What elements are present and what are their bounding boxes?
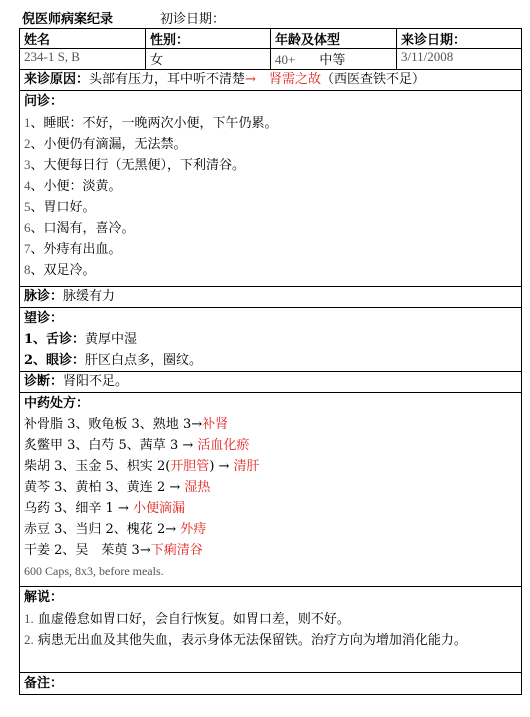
reason-row — [20, 70, 522, 91]
effect-arrow: → — [165, 480, 185, 495]
explain-label: 解说： — [24, 590, 64, 605]
remarks-cell — [20, 673, 522, 695]
tongue-line — [24, 329, 517, 350]
explain-item-number: 2. — [24, 632, 34, 647]
pulse-text: 脉缓有力 — [63, 289, 116, 304]
tongue-text: 黄厚中湿 — [85, 332, 138, 347]
pulse-cell — [20, 287, 522, 308]
remarks-row — [20, 673, 522, 695]
herb-list: 黄芩 3、黄柏 3、黄连 2 — [24, 480, 166, 495]
prescription-item — [24, 414, 517, 435]
inquiry-item — [24, 238, 517, 259]
herb-list: 乌药 3、细辛 1 — [24, 501, 114, 516]
reason-note: （西医查铁不足） — [320, 72, 425, 87]
sex-label: 性别： — [146, 29, 271, 49]
pulse-row — [20, 287, 522, 308]
effect-arrow: → — [191, 417, 203, 432]
herb-effect: 活血化瘀 — [197, 438, 250, 453]
dosage-text: 600 Caps, 8x3, before meals. — [24, 564, 164, 578]
pulse-label: 脉诊： — [24, 289, 64, 304]
name-label: 姓名 — [20, 29, 146, 49]
explain-item — [24, 608, 517, 629]
inquiry-item — [24, 112, 517, 133]
inquiry-item-text: 、胃口好。 — [30, 200, 96, 215]
medical-record-form — [19, 4, 521, 695]
inquiry-row — [20, 91, 522, 287]
inquiry-item-number: 1 — [24, 115, 31, 130]
inquiry-item-text: 、小便仍有滴漏，无法禁。 — [30, 137, 187, 152]
reason-text: 头部有压力，耳中听不清楚 — [89, 72, 246, 87]
herb-effect: 清肝 — [233, 459, 260, 474]
effect-arrow: → — [113, 501, 133, 516]
herb-list: 炙鳖甲 3、白芍 5、茜草 3 — [24, 438, 179, 453]
patient-name: 234-1 S, B — [20, 49, 146, 70]
patient-build: 中等 — [319, 53, 346, 68]
herb-effect: 湿热 — [184, 480, 211, 495]
prescription-cell — [20, 393, 522, 587]
age-build-label: 年龄及体型 — [271, 29, 397, 49]
inquiry-item-number: 7 — [24, 241, 31, 256]
info-header-row — [20, 29, 522, 49]
inquiry-label: 问诊： — [24, 94, 64, 109]
visit-date-label: 来诊日期： — [397, 29, 522, 49]
prescription-item — [24, 519, 517, 540]
record-table — [19, 28, 522, 695]
inquiry-item-text: 、睡眠：不好，一晚两次小便，下午仍累。 — [30, 116, 278, 131]
prescription-item — [24, 456, 517, 477]
explain-list — [24, 608, 517, 650]
observe-row — [20, 308, 522, 372]
herb-effect: 下痢清谷 — [150, 543, 203, 558]
tongue-label: 1、舌诊： — [24, 332, 86, 347]
inquiry-item-number: 3 — [24, 157, 31, 172]
inquiry-item — [24, 217, 517, 238]
effect-arrow: → — [165, 522, 181, 537]
prescription-item — [24, 435, 517, 456]
prescription-list — [24, 414, 517, 561]
inquiry-item-number: 6 — [24, 220, 31, 235]
reason-cell — [20, 70, 522, 91]
prescription-label: 中药处方： — [24, 396, 90, 411]
inquiry-item — [24, 175, 517, 196]
observe-label: 望诊： — [24, 311, 64, 326]
patient-age-build — [271, 49, 397, 70]
inquiry-cell — [20, 91, 522, 287]
explain-item-text: 病患无出血及其他失血，表示身体无法保留铁。治疗方向为增加消化能力。 — [33, 633, 467, 648]
reason-label: 来诊原因： — [24, 72, 90, 87]
inquiry-list — [24, 112, 517, 280]
diagnosis-row — [20, 372, 522, 393]
explain-row — [20, 587, 522, 673]
diagnosis-text: 肾阳不足。 — [63, 374, 129, 389]
prescription-item — [24, 540, 517, 561]
herb-list: 补骨脂 3、败龟板 3、熟地 3 — [24, 417, 192, 432]
visit-date-value: 3/11/2008 — [397, 49, 522, 70]
remarks-label: 备注： — [24, 676, 64, 691]
patient-age: 40+ — [275, 52, 296, 67]
explain-item-number: 1. — [24, 611, 34, 626]
herb-list: 柴胡 3、玉金 5、枳实 2( — [24, 459, 171, 474]
form-header — [19, 4, 521, 28]
inquiry-item-text: 、小便：淡黄。 — [30, 179, 122, 194]
inquiry-item-text: 、口渴有，喜冷。 — [30, 221, 135, 236]
inquiry-item-number: 4 — [24, 178, 31, 193]
herb-sub-effect: 开胆管 — [170, 459, 210, 474]
eye-label: 2、眼诊： — [24, 353, 86, 368]
inquiry-item — [24, 196, 517, 217]
herb-effect: 小便滴漏 — [132, 501, 185, 516]
inquiry-item-number: 5 — [24, 199, 31, 214]
reason-cause: 肾需之故 — [268, 72, 321, 87]
effect-arrow: → — [139, 543, 151, 558]
reason-arrow: → — [245, 72, 256, 87]
effect-arrow: → — [178, 438, 198, 453]
patient-sex: 女 — [146, 49, 271, 70]
inquiry-item — [24, 154, 517, 175]
eye-text: 肝区白点多，圈纹。 — [85, 353, 203, 368]
diagnosis-cell — [20, 372, 522, 393]
herb-list: 干姜 2、吴 茱萸 3 — [24, 543, 140, 558]
explain-item-text: 血虚倦怠如胃口好，会自行恢复。如胃口差，则不好。 — [33, 612, 350, 627]
prescription-item — [24, 477, 517, 498]
herb-list: 赤豆 3、当归 2、槐花 2 — [24, 522, 166, 537]
herb-effect: 补肾 — [202, 417, 229, 432]
form-title: 倪医师病案纪录 — [22, 12, 114, 27]
eye-line — [24, 350, 517, 371]
prescription-item — [24, 498, 517, 519]
explain-item — [24, 629, 517, 650]
inquiry-item-text: 、大便每日行（无黑便），下利清谷。 — [30, 158, 246, 173]
inquiry-item-number: 2 — [24, 136, 31, 151]
info-value-row — [20, 49, 522, 70]
inquiry-item — [24, 259, 517, 280]
inquiry-item-text: 、外痔有出血。 — [30, 242, 122, 257]
inquiry-item — [24, 133, 517, 154]
inquiry-item-number: 8 — [24, 262, 31, 277]
first-visit-date-label: 初诊日期： — [160, 12, 226, 27]
inquiry-item-text: 、双足冷。 — [30, 263, 96, 278]
observe-cell — [20, 308, 522, 372]
diagnosis-label: 诊断： — [24, 374, 64, 389]
explain-cell — [20, 587, 522, 673]
herb-effect: 外痔 — [180, 522, 207, 537]
prescription-row — [20, 393, 522, 587]
herb-list-tail: ) → — [209, 459, 234, 474]
